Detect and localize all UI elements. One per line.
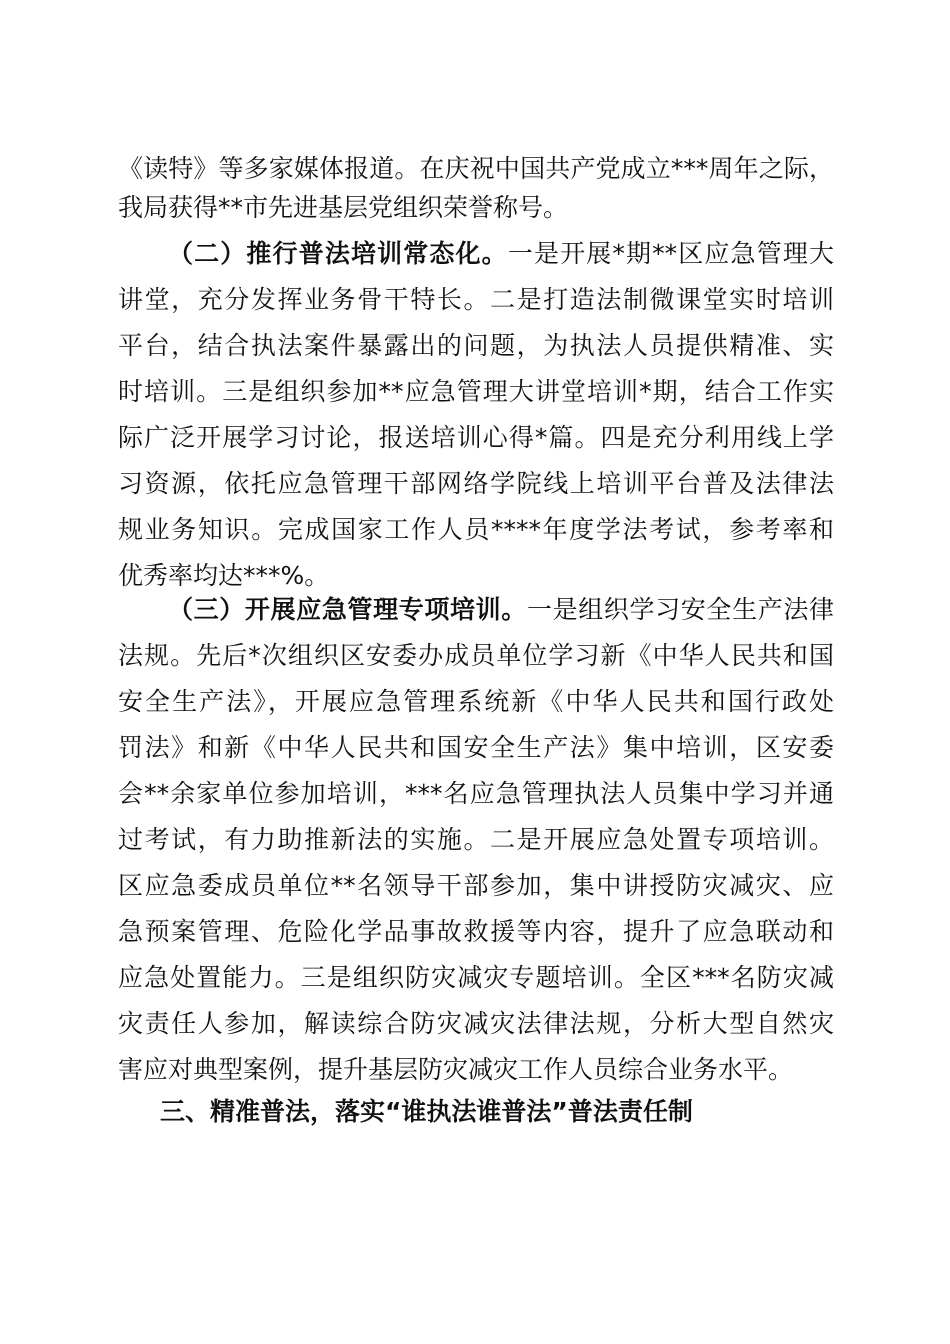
paragraph-3-line-1-text: 一是组织学习安全生产法律	[526, 595, 834, 624]
paragraph-3-line-11: 害应对典型案例，提升基层防灾减灾工作人员综合业务水平。	[118, 1055, 794, 1084]
paragraph-2-line-3: 平台，结合执法案件暴露出的问题，为执法人员提供精准、实	[118, 331, 834, 360]
paragraph-2-line-5: 际广泛开展学习讨论，报送培训心得*篇。四是充分利用线上学	[118, 423, 834, 452]
paragraph-3-line-3: 安全生产法》，开展应急管理系统新《中华人民共和国行政处	[118, 687, 834, 716]
paragraph-1-line-2: 我局获得**市先进基层党组织荣誉称号。	[118, 193, 569, 222]
paragraph-3-line-1	[168, 586, 834, 634]
paragraph-3-line-8: 急预案管理、危险化学品事故救援等内容，提升了应急联动和	[118, 917, 834, 946]
paragraph-2-line-7: 规业务知识。完成国家工作人员****年度学法考试，参考率和	[118, 515, 834, 544]
paragraph-3-line-9: 应急处置能力。三是组织防灾减灾专题培训。全区***名防灾减	[118, 963, 834, 992]
section-heading: 三、精准普法，落实“谁执法谁普法”普法责任制	[160, 1097, 693, 1126]
paragraph-3-title: （三）开展应急管理专项培训。	[168, 595, 527, 624]
paragraph-2-line-1-text: 一是开展*期**区应急管理大	[507, 239, 834, 268]
paragraph-3-line-4: 罚法》和新《中华人民共和国安全生产法》集中培训，区安委	[118, 733, 834, 762]
paragraph-3-line-2: 法规。先后*次组织区安委办成员单位学习新《中华人民共和国	[118, 641, 834, 670]
paragraph-3-line-7: 区应急委成员单位**名领导干部参加，集中讲授防灾减灾、应	[118, 871, 834, 900]
paragraph-2-line-6: 习资源，依托应急管理干部网络学院线上培训平台普及法律法	[118, 469, 834, 498]
paragraph-3-line-5: 会**余家单位参加培训，***名应急管理执法人员集中学习并通	[118, 779, 834, 808]
paragraph-2-line-4: 时培训。三是组织参加**应急管理大讲堂培训*期，结合工作实	[118, 377, 834, 406]
paragraph-2-line-8: 优秀率均达***%。	[118, 561, 330, 590]
paragraph-2-line-1	[168, 230, 834, 278]
paragraph-1-line-1: 《读特》等多家媒体报道。在庆祝中国共产党成立***周年之际，	[118, 154, 834, 183]
paragraph-3-line-6: 过考试，有力助推新法的实施。二是开展应急处置专项培训。	[118, 825, 834, 854]
paragraph-3-line-10: 灾责任人参加，解读综合防灾减灾法律法规，分析大型自然灾	[118, 1009, 834, 1038]
paragraph-2-title: （二）推行普法培训常态化。	[168, 239, 508, 268]
paragraph-2-line-2: 讲堂，充分发挥业务骨干特长。二是打造法制微课堂实时培训	[118, 285, 834, 314]
